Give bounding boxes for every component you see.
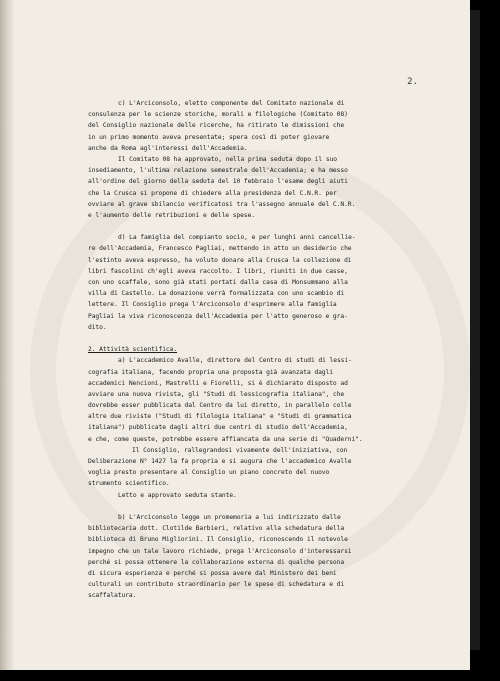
text-line: Deliberazione N° 1427 la fa propria e si augura che l'accademico Avalle <box>88 458 352 465</box>
text-line: insediamento, l'ultima relazione semestrale dell'Accademia; e ha messo <box>88 167 348 175</box>
paragraph-d <box>88 232 438 333</box>
text-line: anche da Roma agl'interessi dell'Accademia. <box>88 144 248 152</box>
text-line: con uno scaffale, sono già stati portati dalla casa di Monsummano alla <box>88 279 348 286</box>
text-line: italiana") pubblicate dagli altri due centri di studio dell'Accademia, <box>88 424 348 432</box>
text-line: cografia italiana, facendo propria una proposta già avanzata dagli <box>88 368 333 376</box>
paragraph-c <box>88 98 438 154</box>
text-line: altre due riviste ("Studi di filologia italiana" e "Studi di grammatica <box>88 413 352 421</box>
text-line: consulenza per le scienze storiche, morali e filologiche (Comitato 08) <box>88 111 348 119</box>
document-body <box>88 98 438 601</box>
text-line: del Consiglio nazionale delle ricerche, ha ritirato le dimissioni che <box>88 122 345 130</box>
page-binding-shadow <box>0 0 14 670</box>
text-line: Pagliai la viva riconoscenza dell'Accademia per l'atto generoso e gra- <box>88 312 348 320</box>
text-line: dovrebbe esser pubblicata dal Centro da lui diretto, in parallelo colle <box>88 402 352 410</box>
paragraph-2b <box>88 512 438 602</box>
text-line: di sicura esperienza e perché si possa avere dal Ministero dei beni <box>88 569 337 577</box>
text-line: biblioteca di Bruno Migliorini. Il Consiglio, riconoscendo il notevole <box>88 536 348 544</box>
text-line: voglia presto presentare al Consiglio un piano concreto del nuovo <box>88 469 330 477</box>
page-number: 2. <box>407 77 418 87</box>
text-line: re dell'Accademia, Francesco Pagliai, mettendo in atto un desiderio che <box>88 245 352 253</box>
text-line: l'estinto aveva espresso, ha voluto donare alla Crusca la collezione di <box>88 256 352 264</box>
text-line: in un primo momento aveva presentate; spera così di poter giovare <box>88 133 330 141</box>
text-line: avviare una nuova rivista, gli "Studi di lessicografia italiana", che <box>88 390 345 398</box>
text-line: culturali un contributo straordinario per le spese di schedatura e di <box>88 581 345 589</box>
text-line: b) L'Arciconsolo legge un promemoria a lui indirizzato dalle <box>118 513 341 521</box>
text-line: d) La famiglia del compianto socio, e per lunghi anni cancellie- <box>118 234 356 242</box>
text-line: che la Crusca si propone di chiedere alla presidenza del C.N.R. per <box>88 189 337 197</box>
text-line: lettere. Il Consiglio prega l'Arciconsolo d'esprimere alla famiglia <box>88 301 337 309</box>
text-line: Il Consiglio, rallegrandosi vivamente dell'iniziativa, con <box>132 446 348 454</box>
page-edge-shadow <box>470 10 480 650</box>
text-line: impegno che un tale lavoro richiede, prega l'Arciconsolo d'interessarsi <box>88 547 352 555</box>
paragraph-2a-continued <box>88 445 438 490</box>
paragraph-c-continued <box>88 154 438 221</box>
text-line: accademici Nencioni, Mastrelli e Fiorelli, si è dichiarato disposto ad <box>88 379 348 387</box>
text-line: bibliotecaria dott. Clotilde Barbieri, relativo alla schedatura della <box>88 525 345 533</box>
text-line: dito. <box>88 323 107 331</box>
section-heading: 2. Attività scientifica. <box>88 346 178 354</box>
text-line: e che, come queste, potrebbe essere affiancata da una serie di "Quaderni". <box>88 435 363 443</box>
text-line: villa di Castello. La donazione verrà formalizzata con uno scambio di <box>88 290 345 298</box>
text-line: all'ordine del giorno della seduta del 10 febbraio l'esame degli aiuti <box>88 178 348 186</box>
text-line: e l'aumento delle retribuzioni e delle spese. <box>88 211 255 219</box>
text-line: a) L'accademico Avalle, direttore del Centro di studi di lessi- <box>118 357 352 365</box>
text-line: scaffalatura. <box>88 592 137 600</box>
text-line: perché si possa ottenere la collaborazione esterna di qualche persona <box>88 558 345 566</box>
text-line: Il Comitato 08 ha approvato, nella prima seduta dopo il suo <box>118 155 337 163</box>
text-line: strumento scientifico. <box>88 480 170 488</box>
text-line: ovviare al grave sbilancio verificatosi tra l'assegno annuale del C.N.R. <box>88 200 356 208</box>
paragraph-2a <box>88 355 438 445</box>
text-line: libri fascolini ch'egli aveva raccolto. I libri, riuniti in due casse, <box>88 267 348 275</box>
approval-line: Letto e approvato seduta stante. <box>118 491 237 499</box>
text-line: c) L'Arciconsolo, eletto componente del Comitato nazionale di <box>118 100 345 107</box>
